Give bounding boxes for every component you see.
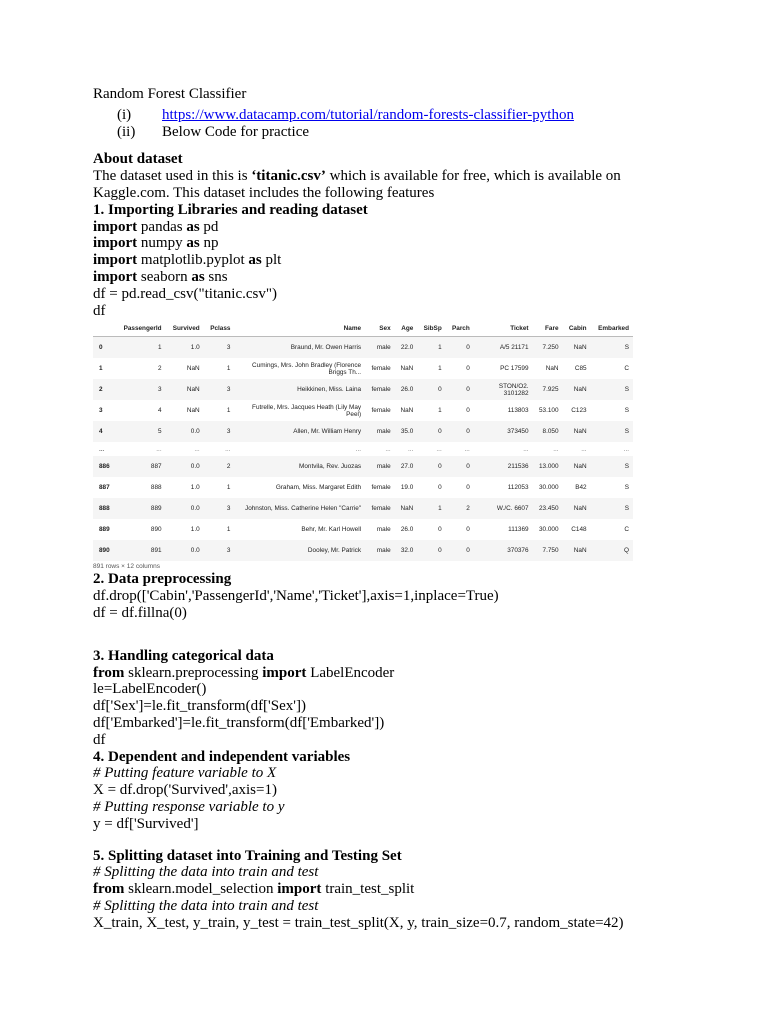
table-cell: NaN	[563, 456, 591, 477]
table-cell: Futrelle, Mrs. Jacques Heath (Lily May Peel)	[252, 403, 362, 418]
list-item	[117, 107, 653, 124]
module-name: numpy	[137, 235, 187, 252]
table-cell: male	[365, 540, 395, 561]
table-cell: 3	[204, 379, 235, 400]
row-index: ...	[99, 445, 105, 453]
column-header: SibSp	[417, 322, 445, 337]
module-name: sklearn.model_selection	[124, 881, 278, 898]
code-comment: # Putting response variable to y	[93, 798, 285, 815]
table-cell: 0	[446, 456, 474, 477]
code-line: df.drop(['Cabin','PassengerId','Name','Ticket'],axis=1,inplace=True)	[93, 588, 499, 605]
table-cell: 1	[417, 498, 445, 519]
table-cell: 1	[438, 365, 442, 373]
alias-name: pd	[199, 218, 219, 235]
table-cell: Montvila, Rev. Juozas	[234, 456, 365, 477]
column-header: PassengerId	[116, 322, 166, 337]
table-cell: 3	[204, 498, 235, 519]
table-cell: 19.0	[400, 484, 414, 492]
code-line: df['Sex']=le.fit_transform(df['Sex'])	[93, 698, 306, 715]
keyword: from	[93, 664, 125, 681]
dataframe-output	[93, 322, 633, 571]
spacer	[93, 622, 653, 648]
table-cell: Cumings, Mrs. John Bradley (Florence Briggs Th...	[252, 361, 362, 376]
row-index: 1	[99, 365, 103, 373]
table-cell: female	[365, 379, 395, 400]
table-cell: 0	[466, 484, 470, 492]
module-name: matplotlib.pyplot	[137, 252, 249, 269]
table-cell: C	[624, 526, 629, 534]
table-cell: 53.100	[538, 407, 559, 415]
table-cell: C123	[571, 407, 587, 415]
table-row	[93, 442, 633, 456]
table-cell: 1.0	[166, 337, 204, 359]
section-heading: 4. Dependent and independent variables	[93, 748, 351, 765]
alias-name: plt	[261, 252, 282, 269]
table-cell: Johnston, Miss. Catherine Helen "Carrie"	[234, 498, 365, 519]
import-line	[93, 219, 653, 236]
table-cell: 0.0	[166, 540, 204, 561]
table-cell: 1	[438, 407, 442, 415]
table-cell: 0	[438, 526, 442, 534]
datacamp-tutorial-link[interactable]: https://www.datacamp.com/tutorial/random-forests-classifier-python	[162, 106, 574, 123]
table-cell: 1	[226, 407, 231, 415]
table-cell: 113803	[507, 407, 529, 415]
table-cell: 7.750	[533, 540, 563, 561]
import-line	[93, 269, 653, 286]
table-cell: 891	[116, 540, 166, 561]
code-line: df['Embarked']=le.fit_transform(df['Embarked'])	[93, 714, 385, 731]
table-row	[93, 421, 633, 442]
spacer	[93, 833, 653, 848]
row-index: 888	[93, 498, 116, 519]
table-cell: 1.0	[190, 484, 200, 492]
table-cell: 3	[204, 540, 235, 561]
table-cell: 111369	[508, 526, 529, 534]
table-cell: Braund, Mr. Owen Harris	[234, 337, 365, 359]
code-line: le=LabelEncoder()	[93, 681, 207, 698]
imported-name: LabelEncoder	[306, 664, 395, 681]
table-cell: C148	[571, 526, 587, 534]
code-line: df = df.fillna(0)	[93, 604, 187, 621]
row-index: 0	[93, 337, 116, 359]
code-line: df	[93, 302, 106, 319]
table-cell: 0	[466, 526, 470, 534]
table-cell: 0.0	[166, 498, 204, 519]
table-cell: B42	[575, 484, 587, 492]
about-paragraph-line: Kaggle.com. This dataset includes the following features	[93, 184, 435, 201]
table-cell: 211536	[474, 456, 533, 477]
keyword: import	[93, 268, 138, 285]
table-cell: A/5 21171	[474, 337, 533, 359]
table-cell: Heikkinen, Miss. Laina	[234, 379, 365, 400]
table-cell: 890	[150, 526, 162, 534]
table-cell: NaN	[563, 540, 591, 561]
table-cell: NaN	[545, 365, 559, 373]
about-text: The dataset used in this is	[93, 168, 252, 185]
table-cell: Graham, Miss. Margaret Edith	[275, 484, 362, 492]
table-cell: NaN	[563, 337, 591, 359]
section-heading: 1. Importing Libraries and reading dataset	[93, 201, 368, 218]
code-comment: # Splitting the data into train and test	[93, 864, 319, 881]
table-cell: STON/O2. 3101282	[474, 379, 533, 400]
table-cell: 35.0	[395, 421, 418, 442]
keyword: import	[93, 218, 138, 235]
list-item-text: Below Code for practice	[162, 123, 310, 140]
code-line: X = df.drop('Survived',axis=1)	[93, 782, 277, 799]
row-index: 889	[99, 526, 110, 534]
table-cell: male	[365, 421, 395, 442]
about-text: which is available for free, which is available on	[325, 168, 621, 185]
table-cell: 1	[226, 526, 231, 534]
table-cell: 23.450	[533, 498, 563, 519]
table-cell: 887	[116, 456, 166, 477]
table-cell: ...	[194, 445, 200, 453]
imported-name: train_test_split	[321, 881, 415, 898]
table-cell: 13.000	[533, 456, 563, 477]
column-header: Age	[395, 322, 418, 337]
table-cell: 2	[158, 365, 162, 373]
table-cell: 0.0	[166, 421, 204, 442]
row-index: 890	[93, 540, 116, 561]
table-cell: 0	[446, 379, 474, 400]
table-cell: NaN	[186, 365, 200, 373]
row-index: 4	[93, 421, 116, 442]
table-cell: 370376	[474, 540, 533, 561]
table-cell: NaN	[400, 365, 414, 373]
table-cell: C	[624, 365, 629, 373]
module-name: sklearn.preprocessing	[124, 664, 263, 681]
section-heading: 5. Splitting dataset into Training and Testing Set	[93, 847, 402, 864]
table-cell: 1	[226, 365, 231, 373]
document-page	[93, 86, 653, 932]
table-cell: 889	[116, 498, 166, 519]
table-cell: 1	[116, 337, 166, 359]
table-cell: C85	[574, 365, 587, 373]
table-cell: 3	[204, 337, 235, 359]
row-index: 2	[93, 379, 116, 400]
table-cell: 1	[417, 337, 445, 359]
table-cell: Behr, Mr. Karl Howell	[301, 526, 362, 534]
code-line: y = df['Survived']	[93, 815, 199, 832]
table-cell: S	[591, 421, 633, 442]
table-cell: 5	[116, 421, 166, 442]
table-cell: PC 17599	[500, 365, 529, 373]
table-cell: 3	[116, 379, 166, 400]
list-number: (i)	[117, 106, 132, 123]
table-cell: ...	[553, 445, 559, 453]
table-cell: ...	[436, 445, 442, 453]
table-cell: 26.0	[400, 526, 414, 534]
code-line	[93, 665, 653, 682]
table-cell: 22.0	[395, 337, 418, 359]
table-cell: NaN	[395, 498, 418, 519]
table-row	[93, 498, 633, 519]
row-index: 3	[99, 407, 103, 415]
table-cell: 0	[446, 421, 474, 442]
table-cell: 1	[226, 484, 231, 492]
row-index: 886	[93, 456, 116, 477]
table-cell: S	[591, 337, 633, 359]
table-header-row	[93, 322, 633, 337]
table-cell: 112053	[507, 484, 529, 492]
document-title: Random Forest Classifier	[93, 86, 247, 102]
table-cell: ...	[464, 445, 470, 453]
table-cell: 0	[466, 407, 470, 415]
table-cell: Dooley, Mr. Patrick	[234, 540, 365, 561]
column-header: Name	[234, 322, 365, 337]
column-header	[93, 322, 116, 337]
spacer	[93, 140, 653, 151]
table-cell: 2	[204, 456, 235, 477]
table-row	[93, 456, 633, 477]
table-cell: 3	[204, 421, 235, 442]
import-block	[93, 219, 653, 286]
table-cell: female	[371, 407, 391, 415]
code-line: df = pd.read_csv("titanic.csv")	[93, 285, 277, 302]
table-cell: 0.0	[166, 456, 204, 477]
code-line: df	[93, 731, 106, 748]
table-cell: ...	[407, 445, 414, 453]
table-cell: 4	[158, 407, 162, 415]
table-cell: 0	[466, 365, 470, 373]
table-row	[93, 337, 633, 359]
table-cell: 7.250	[533, 337, 563, 359]
table-cell: NaN	[563, 379, 591, 400]
table-row	[93, 477, 633, 498]
keyword: import	[277, 881, 322, 898]
keyword: as	[186, 218, 200, 235]
table-row	[93, 519, 633, 540]
table-cell: 8.050	[533, 421, 563, 442]
alias-name: np	[199, 235, 219, 252]
table-cell: 0	[446, 337, 474, 359]
table-cell: female	[371, 365, 391, 373]
table-cell: 1.0	[190, 526, 200, 534]
about-paragraph-line	[93, 168, 653, 185]
table-cell: 0	[417, 379, 445, 400]
table-cell: NaN	[400, 407, 414, 415]
table-cell: NaN	[563, 421, 591, 442]
table-cell: 2	[446, 498, 474, 519]
table-cell: 888	[150, 484, 162, 492]
table-cell: 0	[417, 456, 445, 477]
table-body	[93, 337, 633, 562]
table-cell: ...	[623, 445, 629, 453]
code-line	[93, 881, 653, 898]
column-header: Pclass	[204, 322, 235, 337]
table-cell: Q	[591, 540, 633, 561]
table-cell: ...	[156, 445, 162, 453]
table-cell: NaN	[166, 379, 204, 400]
table-cell: female	[371, 484, 391, 492]
code-comment: # Putting feature variable to X	[93, 765, 277, 782]
table-cell: S	[624, 407, 629, 415]
table-cell: ...	[355, 445, 362, 453]
keyword: import	[93, 252, 138, 269]
section-heading: 3. Handling categorical data	[93, 647, 274, 664]
section-heading: 2. Data preprocessing	[93, 571, 232, 588]
table-row	[93, 540, 633, 561]
table-row	[93, 358, 633, 379]
table-cell: NaN	[563, 498, 591, 519]
column-header: Ticket	[474, 322, 533, 337]
list-number: (ii)	[117, 123, 136, 140]
column-header: Survived	[166, 322, 204, 337]
code-comment: # Splitting the data into train and test	[93, 897, 319, 914]
keyword: import	[262, 664, 307, 681]
table-cell: S	[591, 379, 633, 400]
table-cell: male	[376, 526, 391, 534]
keyword: as	[191, 268, 205, 285]
dataset-filename: ‘titanic.csv’	[251, 168, 326, 185]
table-cell: 0	[417, 540, 445, 561]
column-header: Fare	[533, 322, 563, 337]
table-cell: 7.925	[533, 379, 563, 400]
table-cell: 0	[446, 540, 474, 561]
column-header: Parch	[446, 322, 474, 337]
keyword: as	[248, 252, 262, 269]
table-cell: 26.0	[395, 379, 418, 400]
table-cell: ...	[385, 445, 391, 453]
table-cell: 373450	[474, 421, 533, 442]
table-cell: male	[365, 337, 395, 359]
table-cell: S	[591, 498, 633, 519]
keyword: from	[93, 881, 125, 898]
column-header: Cabin	[563, 322, 591, 337]
list-item	[117, 124, 653, 141]
table-row	[93, 379, 633, 400]
column-header: Embarked	[591, 322, 633, 337]
table-cell: ...	[581, 445, 587, 453]
table-cell: 32.0	[395, 540, 418, 561]
table-cell: 27.0	[395, 456, 418, 477]
module-name: pandas	[137, 218, 187, 235]
table-cell: W./C. 6607	[474, 498, 533, 519]
table-cell: female	[365, 498, 395, 519]
import-line	[93, 235, 653, 252]
table-cell: S	[624, 484, 629, 492]
table-cell: 30.000	[538, 484, 559, 492]
column-header: Sex	[365, 322, 395, 337]
row-index: 887	[99, 484, 110, 492]
alias-name: sns	[204, 268, 228, 285]
table-row	[93, 400, 633, 421]
table-cell: male	[365, 456, 395, 477]
code-line: X_train, X_test, y_train, y_test = train_test_split(X, y, train_size=0.7, random_state=42)	[93, 914, 624, 931]
dataframe-shape: 891 rows × 12 columns	[93, 563, 161, 571]
dataframe-table	[93, 322, 633, 561]
about-heading: About dataset	[93, 151, 183, 168]
keyword: as	[186, 235, 200, 252]
table-cell: NaN	[186, 407, 200, 415]
module-name: seaborn	[137, 268, 192, 285]
import-line	[93, 252, 653, 269]
table-cell: ...	[523, 445, 529, 453]
table-cell: S	[591, 456, 633, 477]
table-cell: ...	[225, 445, 231, 453]
table-cell: 0	[417, 421, 445, 442]
table-cell: 30.000	[538, 526, 559, 534]
keyword: import	[93, 235, 138, 252]
table-cell: Allen, Mr. William Henry	[234, 421, 365, 442]
table-cell: 0	[438, 484, 442, 492]
numbered-list	[117, 107, 653, 141]
